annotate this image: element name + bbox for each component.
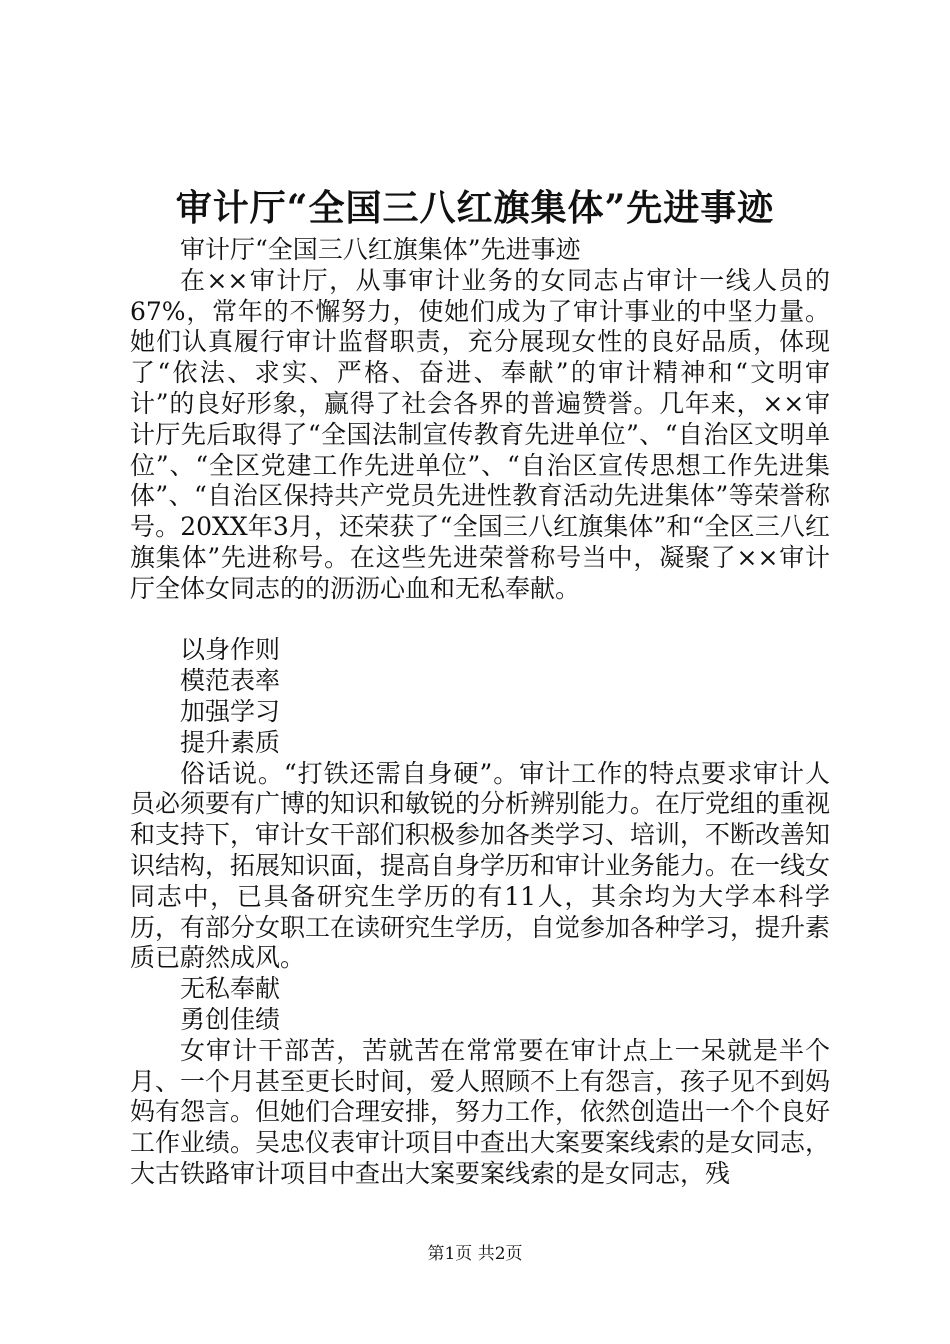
dedication-paragraph: 女审计干部苦，苦就苦在常常要在审计点上一呆就是半个月、一个月甚至更长时间，爱人照顾不上有怨言，孩子见不到妈妈有怨言。但她们合理安排，努力工作，依然创造出一个个良好工作业绩。吴忠仪表审计项目中查出大案要案线索的是女同志，大古铁路审计项目中查出大案要案线索的是女同志，残 (130, 1035, 831, 1188)
study-paragraph: 俗话说。“打铁还需自身硬”。审计工作的特点要求审计人员必须要有广博的知识和敏锐的分析辨别能力。在厅党组的重视和支持下，审计女干部们积极参加各类学习、培训，不断改善知识结构，拓展知识面，提高自身学历和审计业务能力。在一线女同志中，已具备研究生学历的有11人，其余均为大学本科学历，有部分女职工在读研究生学历，自觉参加各种学习，提升素质已蔚然成风。 (130, 758, 831, 973)
document-body (130, 235, 830, 1190)
section-heading-2b: 提升素质 (180, 727, 281, 757)
section-heading-2a: 加强学习 (180, 696, 281, 726)
document-title: 审计厅“全国三八红旗集体”先进事迹 (175, 187, 775, 229)
section-heading-1a: 以身作则 (180, 635, 281, 665)
page-footer: 第1页 共2页 (427, 1244, 523, 1264)
section-heading-3b: 勇创佳绩 (180, 1004, 281, 1034)
section-heading-3a: 无私奉献 (180, 974, 281, 1004)
paragraph-spacer (130, 605, 830, 636)
intro-paragraph: 在××审计厅，从事审计业务的女同志占审计一线人员的67%，常年的不懈努力，使她们成为了审计事业的中坚力量。她们认真履行审计监督职责，充分展现女性的良好品质，体现了“依法、求实、严格、奋进、奉献”的审计精神和“文明审计”的良好形象，赢得了社会各界的普遍赞誉。几年来，××审计厅先后取得了“全国法制宣传教育先进单位”、“自治区文明单位”、“全区党建工作先进单位”、“自治区宣传思想工作先进集体”、“自治区保持共产党员先进性教育活动先进集体”等荣誉称号。20XX年3月，还荣获了“全国三八红旗集体”和“全区三八红旗集体”先进称号。在这些先进荣誉称号当中，凝聚了××审计厅全体女同志的的沥沥心血和无私奉献。 (130, 265, 830, 603)
subtitle-paragraph: 审计厅“全国三八红旗集体”先进事迹 (180, 235, 581, 264)
section-heading-1b: 模范表率 (180, 666, 281, 696)
